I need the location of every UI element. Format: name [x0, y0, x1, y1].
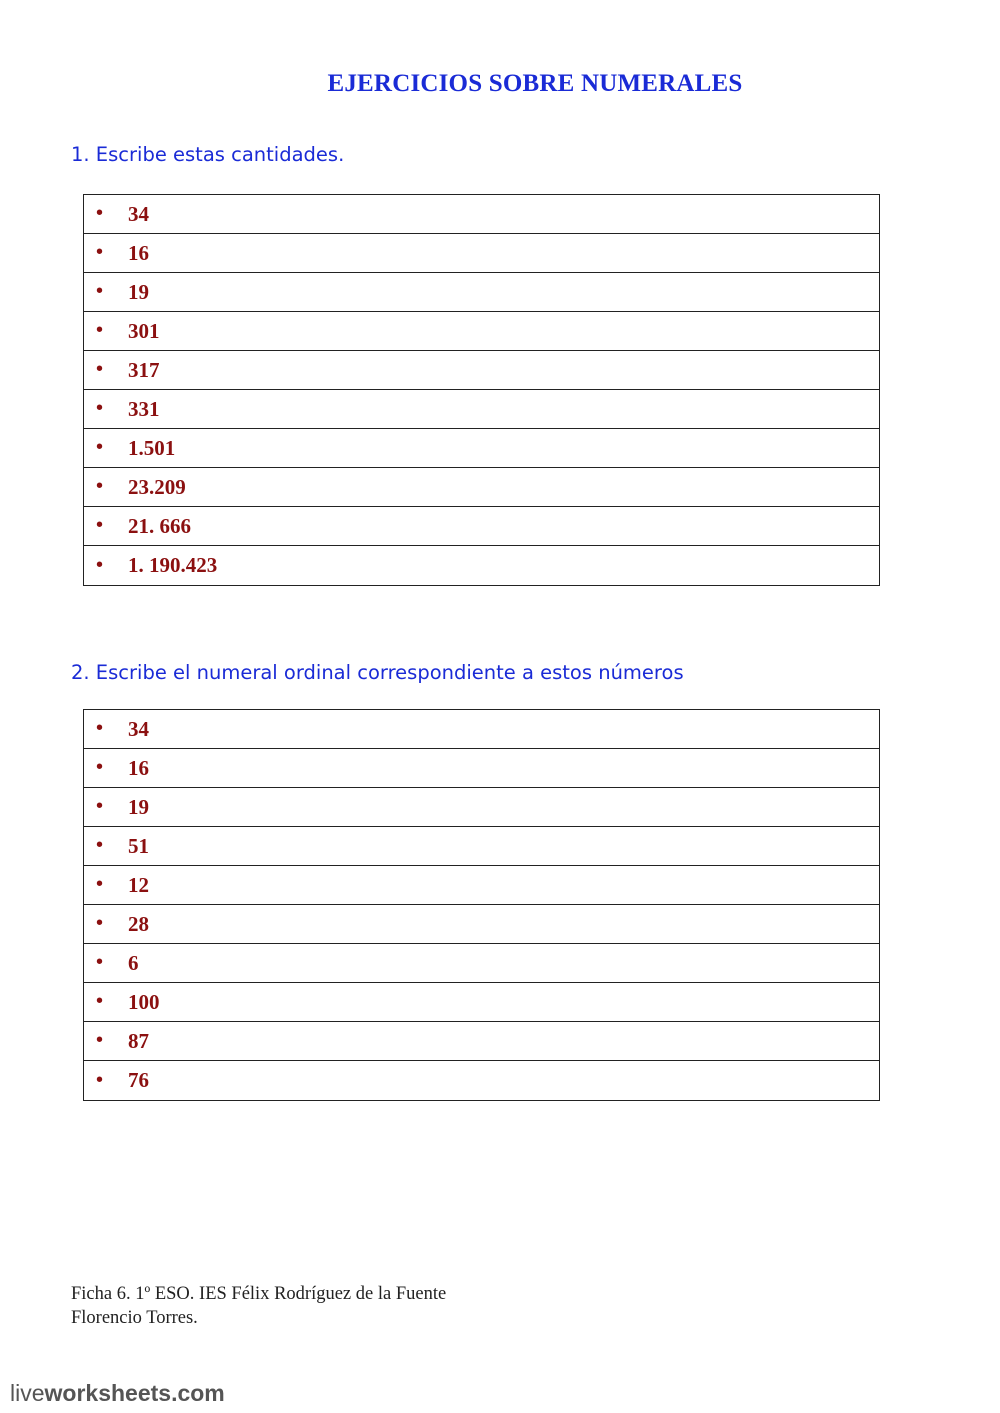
bullet-icon: •	[96, 553, 104, 576]
number-value: 23.209	[128, 474, 186, 499]
number-value: 16	[128, 755, 149, 780]
table-row	[84, 234, 879, 273]
number-value: 317	[128, 357, 160, 382]
bullet-icon: •	[96, 756, 104, 778]
table-row	[84, 1061, 879, 1100]
bullet-icon: •	[96, 514, 104, 536]
brand-prefix: live	[10, 1380, 45, 1406]
table-row	[84, 1022, 879, 1061]
table-row	[84, 710, 879, 749]
page-title: EJERCICIOS SOBRE NUMERALES	[327, 70, 743, 97]
brand-logo	[10, 1380, 225, 1407]
number-value: 34	[128, 716, 149, 741]
brand-bold: worksheets	[44, 1380, 172, 1406]
number-value: 19	[128, 794, 149, 819]
footer-credit: Ficha 6. 1º ESO. IES Félix Rodríguez de la Fuente	[71, 1284, 447, 1304]
number-value: 12	[128, 872, 149, 897]
section-1-heading: 1. Escribe estas cantidades.	[71, 143, 345, 166]
bullet-icon: •	[96, 717, 104, 739]
table-row	[84, 944, 879, 983]
table-row	[84, 351, 879, 390]
number-value: 76	[128, 1068, 149, 1092]
bullet-icon: •	[96, 912, 104, 934]
number-value: 301	[128, 318, 160, 343]
bullet-icon: •	[96, 1068, 104, 1091]
bullet-icon: •	[96, 436, 104, 458]
bullet-icon: •	[96, 1029, 104, 1051]
bullet-icon: •	[96, 475, 104, 497]
bullet-icon: •	[96, 319, 104, 341]
number-value: 331	[128, 396, 160, 421]
bullet-icon: •	[96, 358, 104, 380]
number-value: 19	[128, 279, 149, 304]
bullet-icon: •	[96, 397, 104, 419]
table-row	[84, 983, 879, 1022]
bullet-icon: •	[96, 280, 104, 302]
table-row	[84, 273, 879, 312]
table-row	[84, 195, 879, 234]
bullet-icon: •	[96, 834, 104, 856]
bullet-icon: •	[96, 951, 104, 973]
number-value: 87	[128, 1028, 149, 1053]
number-value: 51	[128, 833, 149, 858]
table-row	[84, 312, 879, 351]
table-row	[84, 468, 879, 507]
table-row	[84, 429, 879, 468]
number-value: 34	[128, 201, 149, 226]
table-row	[84, 788, 879, 827]
bullet-icon: •	[96, 241, 104, 263]
table-row	[84, 749, 879, 788]
number-value: 100	[128, 989, 160, 1014]
table-row	[84, 905, 879, 944]
number-value: 1. 190.423	[128, 553, 218, 577]
table-row	[84, 507, 879, 546]
table-row	[84, 827, 879, 866]
number-value: 16	[128, 240, 149, 265]
bullet-icon: •	[96, 202, 104, 224]
number-value: 1.501	[128, 435, 176, 460]
number-value: 21. 666	[128, 513, 191, 538]
bullet-icon: •	[96, 990, 104, 1012]
table-row	[84, 390, 879, 429]
section-2-heading: 2. Escribe el numeral ordinal correspondiente a estos números	[71, 661, 684, 684]
bullet-icon: •	[96, 795, 104, 817]
table-row	[84, 866, 879, 905]
ordinals-table	[83, 709, 880, 1101]
table-row	[84, 546, 879, 585]
brand-suffix: .com	[171, 1380, 225, 1406]
footer-author: Florencio Torres.	[71, 1308, 198, 1328]
number-value: 28	[128, 911, 149, 936]
quantities-table	[83, 194, 880, 586]
bullet-icon: •	[96, 873, 104, 895]
number-value: 6	[128, 950, 139, 975]
